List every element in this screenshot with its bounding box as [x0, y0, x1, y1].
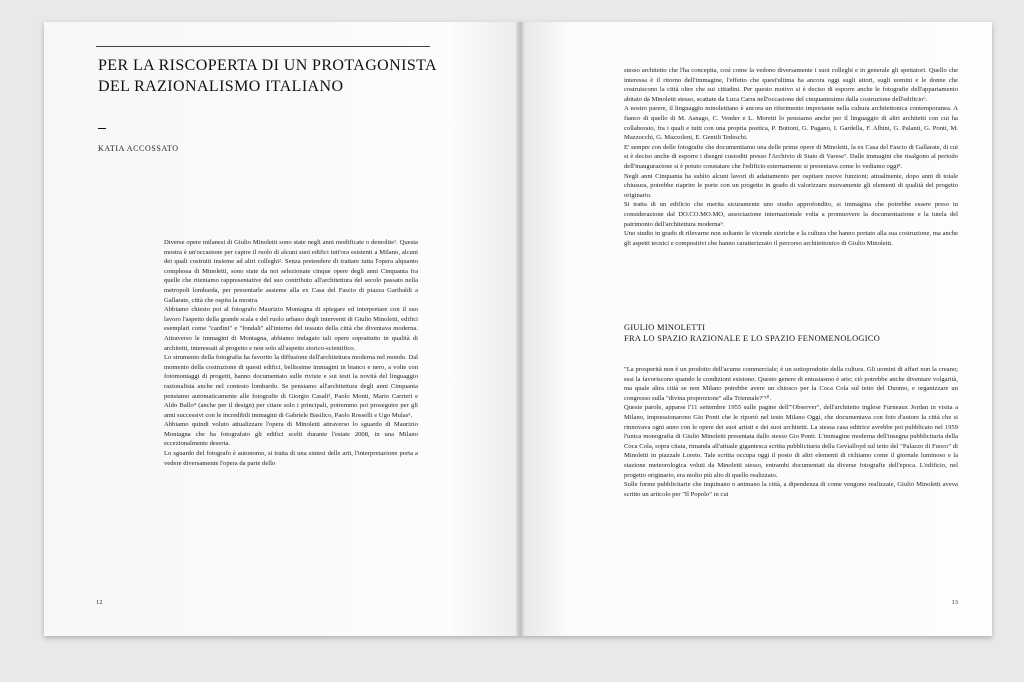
title-rule	[96, 46, 430, 47]
paragraph: E' sempre con delle fotografie che documentiamo una delle prime opere di Minoletti, la ex Casa del Fascio di Gallarate, di cui si è deciso anche di esporre i disegni custoditi presso l'Archivio di Stato di Varese⁷. Dalle immagini che risalgono al periodo dell'inaugurazione si è potuto constatare che l'edificio esternamente si presentava come lo vediamo oggi⁸.	[624, 143, 958, 170]
paragraph: Queste parole, apparse l'11 settembre 1955 sulle pagine dell'"Observer", dell'architetto inglese Furneaux Jordan in visita a Milano, impressionarono Gio Ponti che le riportò nel testo Milano Oggi, che documentava con foto d'autore la città che si rinnovava ogni anno con le opere dei suoi artisti e dei suoi architetti. La stessa casa editrice avrebbe poi pubblicato nel 1959 l'unica monografia di Giulio Minoletti presentata dallo stesso Gio Ponti. L'immagine moderna dell'insegna pubblicitaria della Coca Cola, sopra citata, rimanda all'attuale gigantesca scritta pubblicitaria della Gevìalloyd sul tetto del "Palazzo di Fuoco" di Minoletti in piazzale Loreto. Tale scritta occupa oggi il posto di altri elementi di richiamo come il giornale luminoso e la stazione meteorologica voluti da Minoletti stesso, entrambi documentati da diverse fotografie dell'epoca. L'edificio, nel progetto originario, era molto più alto di quello realizzato.	[624, 404, 958, 479]
book-gutter	[516, 22, 524, 636]
paragraph: Abbiamo chiesto poi al fotografo Maurizio Montagna di spiegare ed interpretare con il suo lavoro l'aspetto della grande scala e del ruolo urbano degli interventi di Giulio Minoletti, edifici esemplari come "cardini" e "fondali" all'interno del tessuto della città che diventava moderna. Attraverso le immagini di Montagna, abbiamo indagato tali opere soprattutto in qualità di architetti, interessati al progetto e non solo all'aspetto storico-scientifico.	[164, 306, 418, 352]
paragraph: Uno studio in grado di rilevarne non soltanto le vicende storiche e la cultura che hanno portato alla sua costruzione, ma anche gli aspetti tecnici e compositivi che hanno caratterizzato il percorso architettonico di Giulio Minoletti.	[624, 230, 958, 247]
section-heading-line-1: GIULIO MINOLETTI	[624, 323, 706, 332]
book-spread	[44, 22, 992, 636]
section-heading	[624, 322, 944, 344]
right-body-text-bottom	[624, 365, 958, 499]
paragraph: Negli anni Cinquanta ha subìto alcuni lavori di adattamento per ospitare nuove funzioni; attualmente, dopo anni di totale chiusura, potrebbe riaprire le porte con un progetto in grado di valorizzare nuovamente gli elementi di qualità del progetto originario.	[624, 172, 958, 199]
left-body-text	[164, 238, 418, 468]
right-body-text-top	[624, 66, 958, 248]
page-number-left: 12	[96, 599, 103, 606]
author-dash	[98, 128, 106, 129]
left-page	[44, 22, 520, 636]
page-number-right: 13	[951, 599, 958, 606]
paragraph: A nostro parere, il linguaggio minolettiano è ancora un riferimento importante nella cultura architettonica contemporanea. A fianco di quello di M. Asnago, C. Vender e L. Moretti lo pensiamo anche per il linguaggio di altri architetti con cui ha collaborato, fra i quali e tutti con una propria poetica, P. Bottoni, G. Pagano, I. Gardella, F. Albini, G. Palanti, G. Ponti, M. Mazzocchi, G. Mazzoleni, E. Gentili Tedeschi.	[624, 105, 958, 142]
paragraph: Si tratta di un edificio che merita sicuramente uno studio approfondito, si immagina che potrebbe essere preso in considerazione dal DO.CO.MO.MO, associazione internazionale volta a promuovere la documentazione e la tutela del patrimonio dell'architettura moderna⁹.	[624, 201, 958, 228]
author-name: KATIA ACCOSSATO	[98, 144, 179, 153]
paragraph: Abbiamo quindi voluto attualizzare l'opera di Minoletti attraverso lo sguardo di Maurizio Montagna che ha fotografato gli edifici scelti durante l'estate 2008, in una Milano eccezionalmente deserta.	[164, 421, 418, 448]
paragraph: Lo strumento della fotografia ha favorito la diffusione dell'architettura moderna nel mondo. Dal momento della costruzione di questi edifici, bellissime immagini in bianco e nero, a volte con fotomontaggi di progetti, hanno documentato sulle riviste e sui testi la novità del linguaggio razionalista anche nel contesto lombardo. Se pensiamo all'architettura degli anni Cinquanta pensiamo automaticamente alle fotografie di Giorgio Casali³, Paolo Monti, Mario Carrieri e Aldo Ballo⁴ (anche per il design) per citare solo i principali, potremmo poi proseguire per gli anni successivi con le incredibili immagini di Gabriele Basilico, Paolo Rosselli e Ugo Mulas⁵.	[164, 354, 418, 419]
paragraph: Lo sguardo del fotografo è autonomo, si tratta di una sintesi delle arti, l'interpretazione porta a vedere diversamente l'opera da parte dello	[164, 450, 418, 467]
section-heading-line-2: FRA LO SPAZIO RAZIONALE E LO SPAZIO FENOMENOLOGICO	[624, 334, 881, 343]
article-title	[98, 55, 508, 97]
right-page	[520, 22, 992, 636]
paragraph: Sulle forme pubblicitarie che inquinano o animano la città, a dipendenza di come vengono realizzate, Giulio Minoletti aveva scritto un articolo per "Il Popolo" in cui	[624, 481, 958, 498]
paragraph: stesso architetto che l'ha concepita, così come la vedono diversamente i suoi colleghi e in generale gli spettatori. Quello che interessa è il ritorno dell'immagine, l'effetto che quest'ultima ha ancora oggi sugli attori, sugli uomini e le donne che costruiscono la città oltre che sui cittadini. Per questo motivo si è deciso di esporre anche le fotografie dell'appartamento abitato da Minoletti stesso, scattate da Luca Carra nell'occasione del cinquantesimo dalla costruzione dell'edificio⁶.	[624, 67, 958, 103]
paragraph: Diverse opere milanesi di Giulio Minoletti sono state negli anni modificate o demolite¹. Questa mostra è un'occasione per capire il ruolo di alcuni suoi edifici tutt'ora esistenti a Milano, alcuni dei quali costruiti insieme ad altri colleghi². Senza pretendere di trattare tutta l'opera alquanto complessa di Minoletti, sono state da noi selezionate cinque opere degli anni Cinquanta fra quelle che riteniamo rappresentative del suo contributo all'architettura del secolo passato nella metropoli lombarda, per presentarle assieme alla ex Casa del Fascio di piazza Garibaldi a Gallarate, città che ospita la mostra.	[164, 239, 418, 304]
paragraph: "La prosperità non è un prodotto dell'acume commerciale; è un sottoprodotto della cultura. Gli uomini di affari non la creano; essi la favoriscono quando le condizioni esistono. Questo genere di entusiasmo è arte; ciò potrebbe anche diventare volgarità, ma quale altra città se non Milano potrebbe avere un chiosco per la Coca Cola sul tetto del Duomo, e organizzare un congresso sulla "divina proporzione" alla Triennale?"¹⁰.	[624, 366, 958, 402]
title-line-1: PER LA RISCOPERTA DI UN PROTAGONISTA	[98, 57, 437, 74]
title-line-2: DEL RAZIONALISMO ITALIANO	[98, 78, 344, 95]
